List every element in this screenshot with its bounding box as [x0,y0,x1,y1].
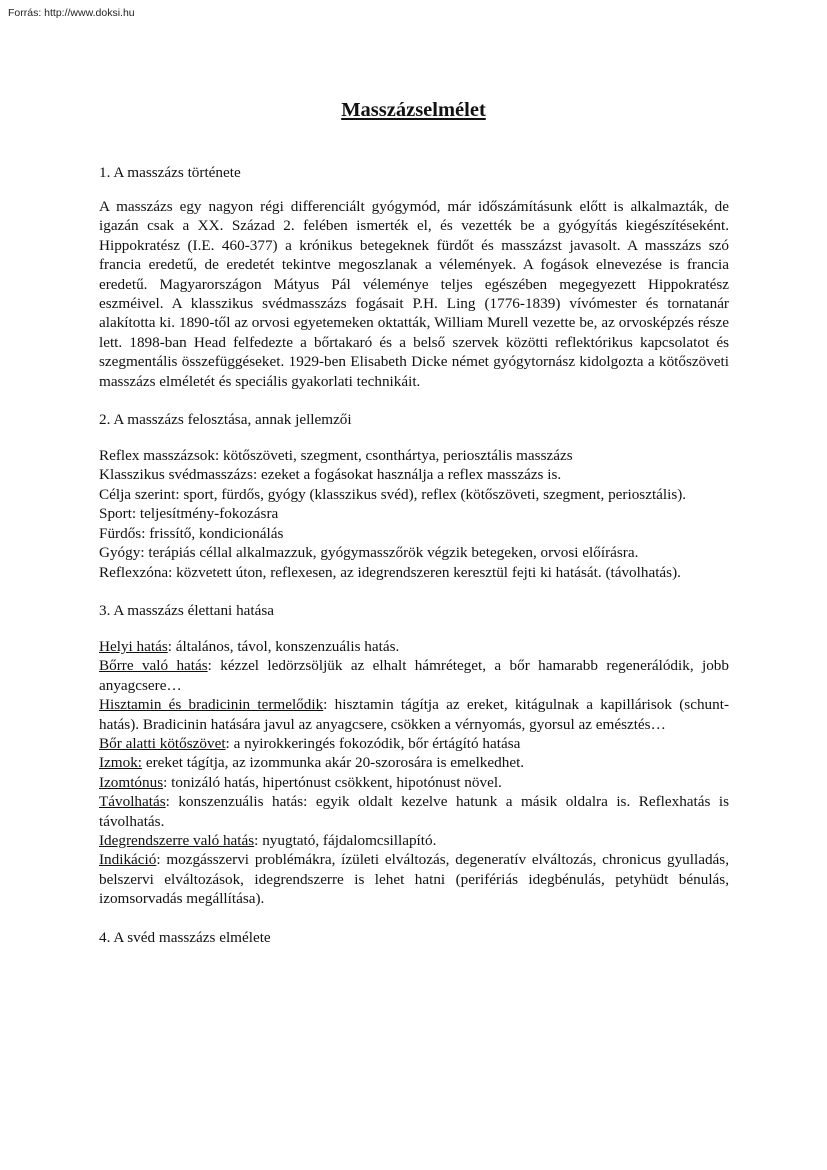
item-text: : hisztamin tágítja az ereket, kitágulnak a kapillárisok (schunt-hatás). Bradicinin hatására javul az anyagcsere, csökken a vérnyomás, gyorsul az emésztés… [99,696,729,733]
section-3-item [99,734,729,753]
section-3-item [99,695,729,734]
section-3-item [99,656,729,695]
section-1-text: A masszázs egy nagyon régi differenciált gyógymód, már időszámításunk előtt is alkalmazták, de igazán csak a XX. Század 2. felében ismerték el, és vezették be a gyógyítás kiegészítéseként. Hippokratész (I.E. 460-377) a krónikus betegeknek fürdőt és masszázst javasolt. A masszázs szó francia eredetű, de eredetét tekintve megoszlanak a vélemények. A fogások elnevezése is francia eredetű. Magyarországon Mátyus Pál véleménye teljes egészében megegyezett Hippokratész eszméivel. A klasszikus svédmasszázs fogásait P.H. Ling (1776-1839) vívómester és tornatanár alakította ki. 1890-től az orvosi egyetemeken oktatták, William Murell vezette be, az orvosképzés része lett. 1898-ban Head felfedezte a bőrtakaró és a belső szervek közötti reflektórikus kapcsolatot és szegmentális összefüggéseket. 1929-ben Elisabeth Dicke német gyógytornász kidolgozta a kötőszöveti masszázs elméletét és speciális gyakorlati technikáit. [99,198,729,390]
section-3-item [99,753,729,772]
item-term: Helyi hatás [99,637,168,655]
item-text: : mozgásszervi problémákra, ízületi elváltozás, degeneratív elváltozás, chronicus gyulladás, belszervi elváltozások, idegrendszerre is lehet hatni (perifériás idegbénulás, petyhüdt bénulás, izomsorvadás megállítása). [99,851,729,908]
item-text: : kézzel ledörzsöljük az elhalt hámréteget, a bőr hamarabb regenerálódik, jobb anyagcsere… [99,657,729,694]
section-1-heading: 1. A masszázs története [99,164,241,181]
section-2-line: Reflexzóna: közvetett úton, reflexesen, az idegrendszeren keresztül fejti ki hatását. (távolhatás). [99,563,681,581]
item-text: : tonizáló hatás, hipertónust csökkent, hipotónust növel. [163,773,502,791]
item-text: : konszenzuális hatás: egyik oldalt kezelve hatunk a másik oldalra is. Reflexhatás is távolhatás. [99,793,729,830]
section-2-line: Fürdős: frissítő, kondicionálás [99,524,284,542]
page-title: Masszázselmélet [341,99,486,121]
item-term: Bőr alatti kötőszövet [99,734,226,752]
section-2-heading: 2. A masszázs felosztása, annak jellemzői [99,411,352,429]
item-term: Bőrre való hatás [99,657,208,675]
section-3-item [99,831,729,850]
item-text: ereket tágítja, az izommunka akár 20-szorosára is emelkedhet. [142,754,525,772]
section-2-line: Célja szerint: sport, fürdős, gyógy (klasszikus svéd), reflex (kötőszöveti, szegment, periosztális). [99,485,687,503]
section-4-heading: 4. A svéd masszázs elmélete [99,928,271,946]
item-text: : általános, távol, konszenzuális hatás. [167,637,400,655]
section-2-line: Reflex masszázsok: kötőszöveti, szegment, csonthártya, periosztális masszázs [99,447,573,465]
section-3-item [99,637,729,656]
item-term: Izomtónus [99,773,164,791]
section-3-item [99,773,729,792]
item-term: Idegrendszerre való hatás [99,831,255,849]
item-text: : nyugtató, fájdalomcsillapító. [254,831,437,849]
document-body [99,162,729,949]
source-url: Forrás: http://www.doksi.hu [8,7,135,19]
section-3-item [99,850,729,908]
item-text: : a nyirokkeringés fokozódik, bőr értágító hatása [225,734,521,752]
item-term: Hisztamin és bradicinin termelődik [99,696,324,714]
section-3-heading: 3. A masszázs élettani hatása [99,601,275,619]
section-2-line: Gyógy: terápiás céllal alkalmazzuk, gyógymasszőrök végzik betegeken, orvosi előírásra. [99,544,639,562]
item-term: Indikáció [99,851,157,869]
section-2-line: Sport: teljesítmény-fokozásra [99,505,279,523]
section-3-item [99,792,729,831]
section-2-line: Klasszikus svédmasszázs: ezeket a fogásokat használja a reflex masszázs is. [99,466,562,484]
item-term: Izmok: [99,754,143,772]
item-term: Távolhatás [99,793,166,811]
